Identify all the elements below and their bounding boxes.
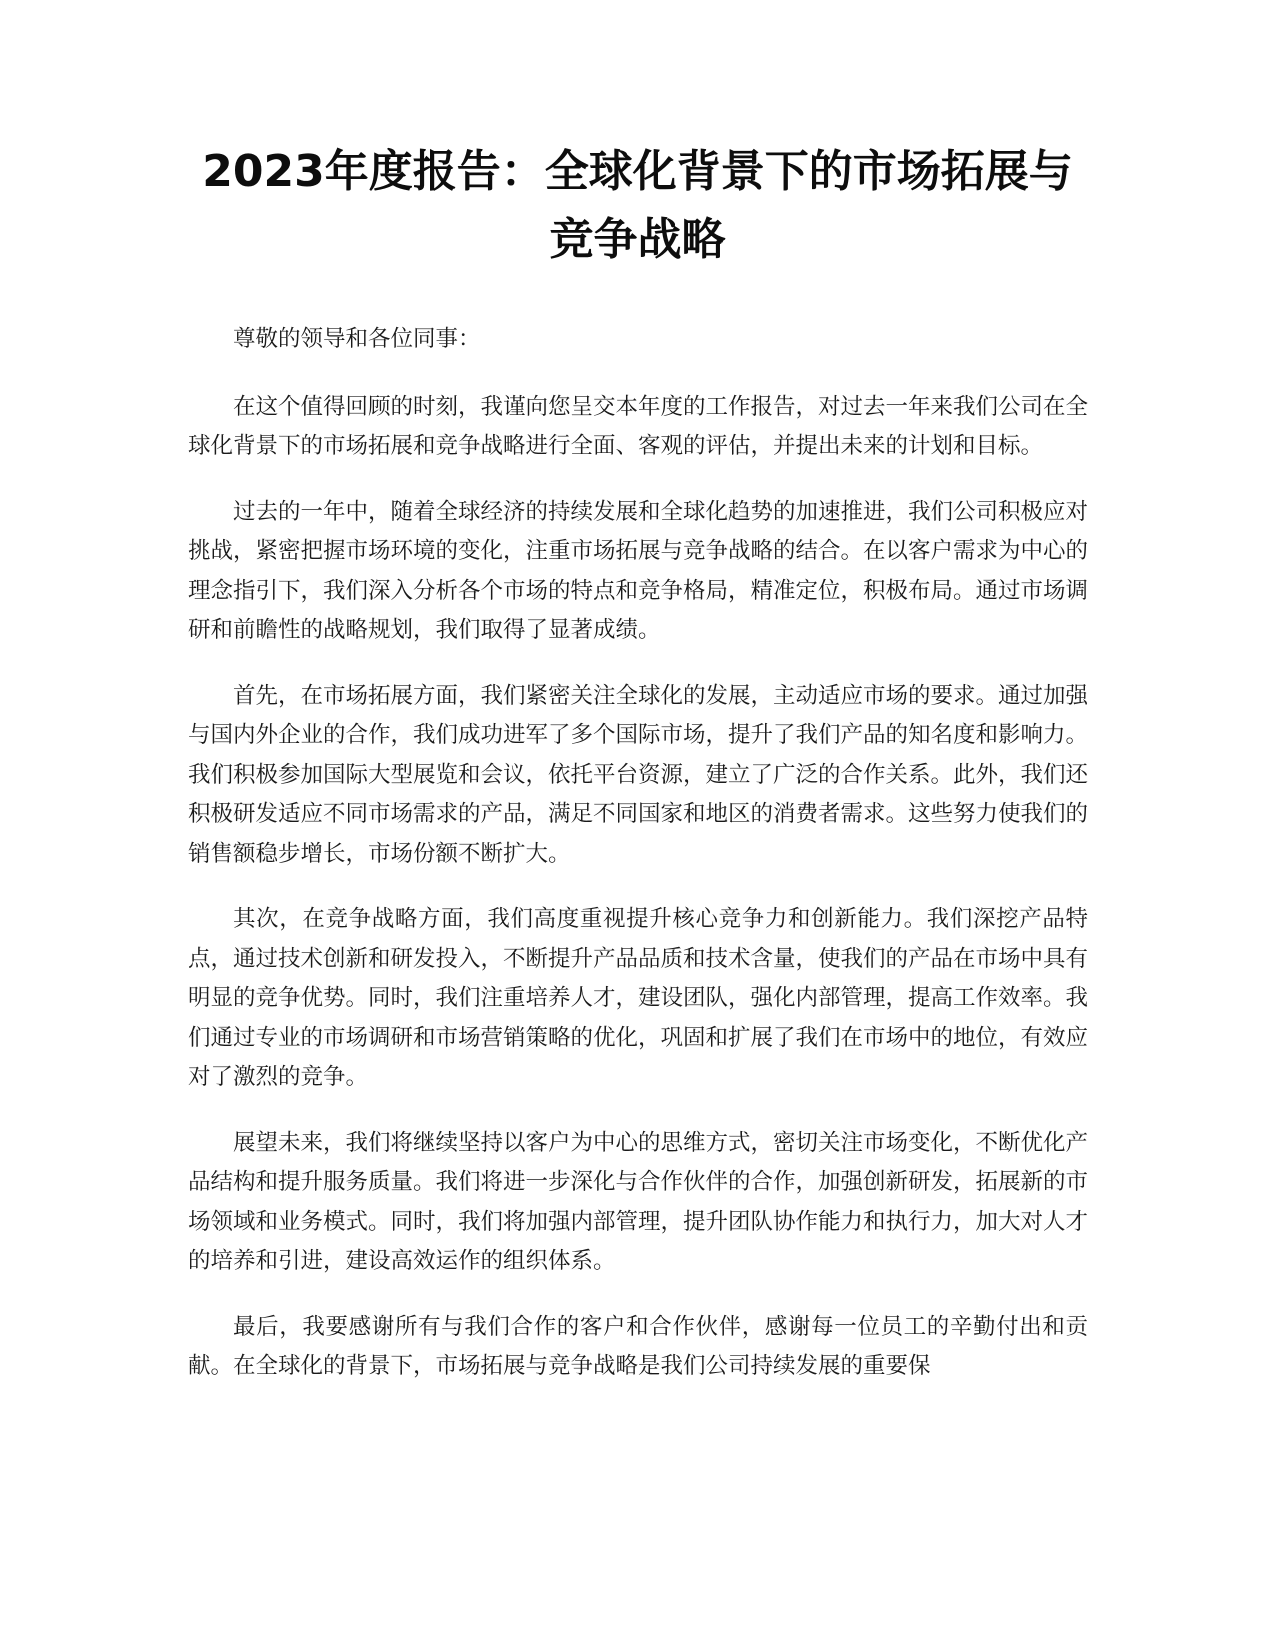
- paragraph-past-year: 过去的一年中，随着全球经济的持续发展和全球化趋势的加速推进，我们公司积极应对挑战，紧密把握市场环境的变化，注重市场拓展与竞争战略的结合。在以客户需求为中心的理念指引下，我们深入分析各个市场的特点和竞争格局，精准定位，积极布局。通过市场调研和前瞻性的战略规划，我们取得了显著成绩。: [188, 498, 1089, 643]
- paragraph-competitive-strategy: 其次，在竞争战略方面，我们高度重视提升核心竞争力和创新能力。我们深挖产品特点，通过技术创新和研发投入，不断提升产品品质和技术含量，使我们的产品在市场中具有明显的竞争优势。同时，我们注重培养人才，建设团队，强化内部管理，提高工作效率。我们通过专业的市场调研和市场营销策略的优化，巩固和扩展了我们在市场中的地位，有效应对了激烈的竞争。: [188, 906, 1089, 1090]
- document-title: [150, 138, 1125, 274]
- document-body: [188, 320, 1088, 1413]
- paragraph-intro: 在这个值得回顾的时刻，我谨向您呈交本年度的工作报告，对过去一年来我们公司在全球化背景下的市场拓展和竞争战略进行全面、客观的评估，并提出未来的计划和目标。: [188, 393, 1089, 459]
- paragraph-market-expansion: 首先，在市场拓展方面，我们紧密关注全球化的发展，主动适应市场的要求。通过加强与国内外企业的合作，我们成功进军了多个国际市场，提升了我们产品的知名度和影响力。我们积极参加国际大型展览和会议，依托平台资源，建立了广泛的合作关系。此外，我们还积极研发适应不同市场需求的产品，满足不同国家和地区的消费者需求。这些努力使我们的销售额稳步增长，市场份额不断扩大。: [188, 682, 1089, 867]
- title-line-1: 2023年度报告：全球化背景下的市场拓展与: [202, 146, 1073, 197]
- salutation: 尊敬的领导和各位同事：: [233, 326, 481, 352]
- paragraph-closing: 最后，我要感谢所有与我们合作的客户和合作伙伴，感谢每一位员工的辛勤付出和贡献。在全球化的背景下，市场拓展与竞争战略是我们公司持续发展的重要保: [188, 1313, 1088, 1379]
- paragraph-outlook: 展望未来，我们将继续坚持以客户为中心的思维方式，密切关注市场变化，不断优化产品结构和提升服务质量。我们将进一步深化与合作伙伴的合作，加强创新研发，拓展新的市场领域和业务模式。同时，我们将加强内部管理，提升团队协作能力和执行力，加大对人才的培养和引进，建设高效运作的组织体系。: [188, 1129, 1089, 1274]
- title-line-2: 竞争战略: [549, 214, 726, 265]
